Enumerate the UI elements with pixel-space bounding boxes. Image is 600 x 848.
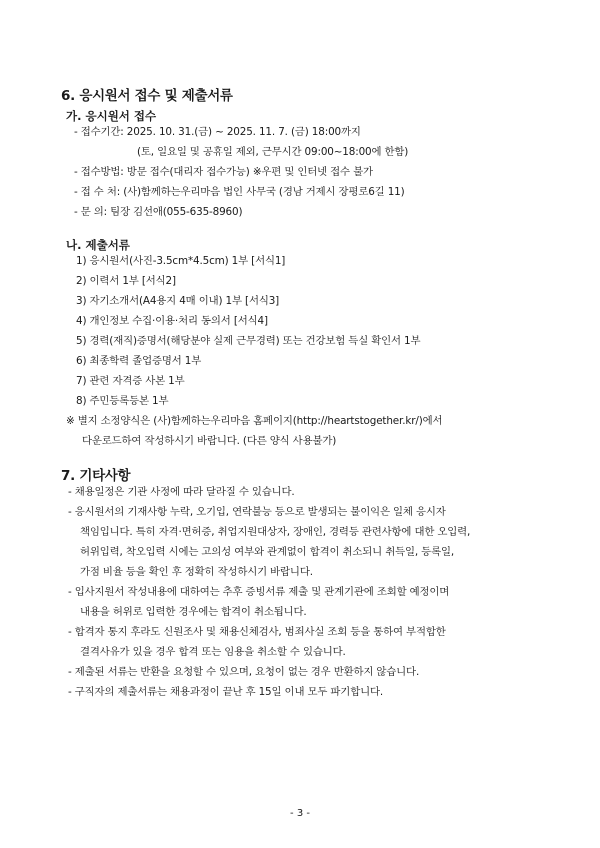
document-item: 8) 주민등록등본 1부 (76, 395, 169, 407)
contact-info: - 문 의: 팀장 김선애(055-635-8960) (74, 206, 243, 218)
receipt-period-note: (토, 일요일 및 공휴일 제외, 근무시간 09:00~18:00에 한함) (137, 146, 409, 158)
misc-item-cont: 가점 비율 등을 확인 후 정확히 작성하시기 바랍니다. (80, 566, 313, 578)
document-item: 6) 최종학력 졸업증명서 1부 (76, 355, 202, 367)
document-item: 4) 개인정보 수집·이용·처리 동의서 [서식4] (76, 315, 268, 327)
misc-item-cont: 허위입력, 착오입력 시에는 고의성 여부와 관계없이 합격이 취소되니 취득일, 등록일, (80, 546, 455, 558)
section-6a-title: 가. 응시원서 접수 (66, 109, 157, 123)
receipt-period: - 접수기간: 2025. 10. 31.(금) ~ 2025. 11. 7. (금) 18:00까지 (74, 126, 361, 138)
document-item: 1) 응시원서(사진-3.5cm*4.5cm) 1부 [서식1] (76, 255, 286, 267)
misc-item: - 제출된 서류는 반환을 요청할 수 있으며, 요청이 없는 경우 반환하지 않습니다. (68, 666, 420, 678)
document-item: 2) 이력서 1부 [서식2] (76, 275, 176, 287)
section-6b-title: 나. 제출서류 (66, 238, 130, 252)
misc-item: - 채용일정은 기관 사정에 따라 달라질 수 있습니다. (68, 486, 295, 498)
document-item: 3) 자기소개서(A4용지 4매 이내) 1부 [서식3] (76, 295, 280, 307)
form-download-note-cont: 다운로드하여 작성하시기 바랍니다. (다른 양식 사용불가) (82, 435, 337, 447)
page-number: - 3 - (290, 808, 310, 819)
misc-item: - 합격자 통지 후라도 신원조사 및 채용신체검사, 범죄사실 조회 등을 통하여 부적합한 (68, 626, 446, 638)
document-item: 7) 관련 자격증 사본 1부 (76, 375, 185, 387)
misc-item-cont: 결격사유가 있을 경우 합격 또는 임용을 취소할 수 있습니다. (80, 646, 346, 658)
document-item: 5) 경력(재직)증명서(해당분야 실제 근무경력) 또는 건강보험 득실 확인서 1부 (76, 335, 421, 347)
receipt-method: - 접수방법: 방문 접수(대리자 접수가능) ※우편 및 인터넷 접수 불가 (74, 166, 373, 178)
section-7-title: 7. 기타사항 (61, 468, 131, 484)
misc-item: - 입사지원서 작성내용에 대하여는 추후 증빙서류 제출 및 관계기관에 조회할 예정이며 (68, 586, 450, 598)
misc-item-cont: 내용을 허위로 입력한 경우에는 합격이 취소됩니다. (80, 606, 307, 618)
misc-item-cont: 책임입니다. 특히 자격·면허증, 취업지원대상자, 장애인, 경력등 관련사항에 대한 오입력, (80, 526, 471, 538)
form-download-note: ※ 별지 소정양식은 (사)함께하는우리마음 홈페이지(http://heartstogether.kr/)에서 (66, 415, 443, 427)
misc-item: - 구직자의 제출서류는 채용과정이 끝난 후 15일 이내 모두 파기합니다. (68, 686, 384, 698)
receipt-place: - 접 수 처: (사)함께하는우리마음 법인 사무국 (경남 거제시 장평로6길 11) (74, 186, 405, 198)
section-6-title: 6. 응시원서 접수 및 제출서류 (61, 88, 233, 104)
misc-item: - 응시원서의 기재사항 누락, 오기입, 연락불능 등으로 발생되는 불이익은 일체 응시자 (68, 506, 446, 518)
